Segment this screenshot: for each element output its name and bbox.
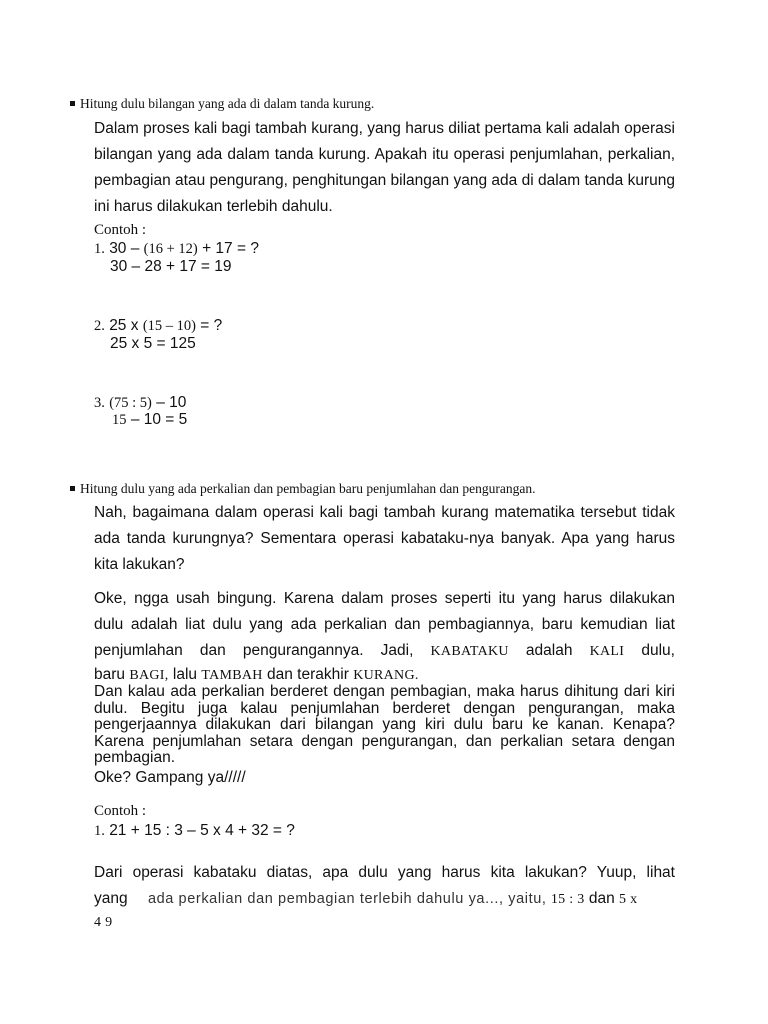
closing-remark: Oke? Gampang ya/////: [94, 769, 246, 786]
keyword-tambah: TAMBAH: [201, 668, 263, 683]
section-heading-1-text: Hitung dulu bilangan yang ada di dalam tanda kurung.: [80, 96, 375, 111]
keyword-kali: KALI: [589, 644, 625, 659]
paragraph-line: [94, 886, 675, 913]
section-heading-2-text: Hitung dulu yang ada perkalian dan pembagian baru penjumlahan dan pengurangan.: [80, 481, 536, 496]
example-answer-rest: – 10 = 5: [130, 411, 188, 428]
example-expression: 21 + 15 : 3 – 5 x 4 + 32 = ?: [109, 822, 295, 839]
example-label: Contoh :: [94, 803, 147, 819]
example-number: 3.: [94, 395, 105, 411]
keyword-kabataku: KABATAKU: [430, 644, 509, 659]
paragraph-line: Dari operasi kabataku diatas, apa dulu yang harus kita lakukan? Yuup, lihat: [94, 864, 675, 881]
explanation-paragraph-3: Dan kalau ada perkalian berderet dengan pembagian, maka harus dihitung dari kiri dulu. Begitu juga kalau penjumlahan berderet dengan pengurangan, maka pengerjaannya dilakukan dari bilangan yang kiri dulu baru ke kanan. Kenapa? Karena penjumlahan setara dengan pengurangan, dan perkalian setara dengan pembagian.: [94, 683, 675, 766]
example-expr-part: + 17 = ?: [202, 240, 259, 257]
paragraph-text: penjumlahan dan pengurangannya. Jadi,: [94, 642, 414, 659]
example-expr-part: = ?: [200, 317, 223, 334]
paragraph-line: Oke, ngga usah bingung. Karena dalam proses seperti itu yang harus dilakukan: [94, 590, 675, 607]
bullet-icon: [70, 101, 75, 106]
example-4: [94, 822, 295, 840]
paragraph-line: dulu adalah liat dulu yang ada perkalian dan pembagiannya, baru kemudian liat: [94, 616, 675, 633]
example-bracket: (15 – 10): [142, 318, 196, 334]
expression-fragment: 15 : 3: [550, 892, 585, 907]
example-1: [94, 240, 259, 258]
example-2: [94, 317, 222, 335]
paragraph-text: yang: [94, 890, 128, 907]
bullet-icon: [70, 486, 75, 491]
paragraph-text: ada perkalian dan pembagian terlebih dahulu ya...: [147, 891, 499, 907]
section-heading-1: [70, 96, 374, 112]
paragraph-text: dulu,: [641, 642, 675, 659]
example-3: [94, 394, 186, 412]
paragraph-line: [94, 638, 675, 665]
paragraph-text: dan terakhir: [267, 666, 349, 683]
explanation-paragraph-4: [94, 860, 675, 933]
paragraph-text: adalah: [525, 642, 573, 659]
example-bracket: (75 : 5): [109, 395, 152, 411]
paragraph-text: dan: [588, 890, 615, 907]
explanation-paragraph-2: [94, 586, 675, 686]
example-2-answer: 25 x 5 = 125: [110, 335, 196, 352]
keyword-kurang: KURANG.: [353, 668, 419, 683]
example-expr-part: 30 –: [109, 240, 140, 257]
example-expr-part: 25 x: [109, 317, 139, 334]
example-bracket: (16 + 12): [143, 241, 198, 257]
expression-fragment: 5 x: [619, 892, 638, 907]
paragraph-line: 4 9: [94, 915, 113, 930]
intro-paragraph: Dalam proses kali bagi tambah kurang, yang harus diliat pertama kali adalah operasi bilangan yang ada dalam tanda kurung. Apakah itu operasi penjumlahan, perkalian, pembagian atau pengurang, penghitungan bilangan yang ada di dalam tanda kurung ini harus dilakukan terlebih dahulu.: [94, 120, 675, 215]
example-3-answer: [112, 411, 187, 429]
example-number: 2.: [94, 318, 105, 334]
section-heading-2: [70, 481, 535, 497]
explanation-paragraph-1: Nah, bagaimana dalam operasi kali bagi tambah kurang matematika tersebut tidak ada tanda kurungnya? Sementara operasi kabataku-nya banyak. Apa yang harus kita lakukan?: [94, 504, 675, 573]
example-number: 1.: [94, 241, 105, 257]
keyword-bagi: BAGI,: [129, 668, 169, 683]
example-answer-number: 15: [112, 412, 127, 428]
paragraph-text: baru: [94, 666, 126, 683]
example-number: 1.: [94, 823, 105, 839]
example-label: Contoh :: [94, 222, 147, 238]
paragraph-text: lalu: [172, 666, 198, 683]
example-expr-part: – 10: [156, 394, 187, 411]
example-1-answer: 30 – 28 + 17 = 19: [110, 258, 232, 275]
paragraph-text: , yaitu,: [499, 891, 547, 907]
